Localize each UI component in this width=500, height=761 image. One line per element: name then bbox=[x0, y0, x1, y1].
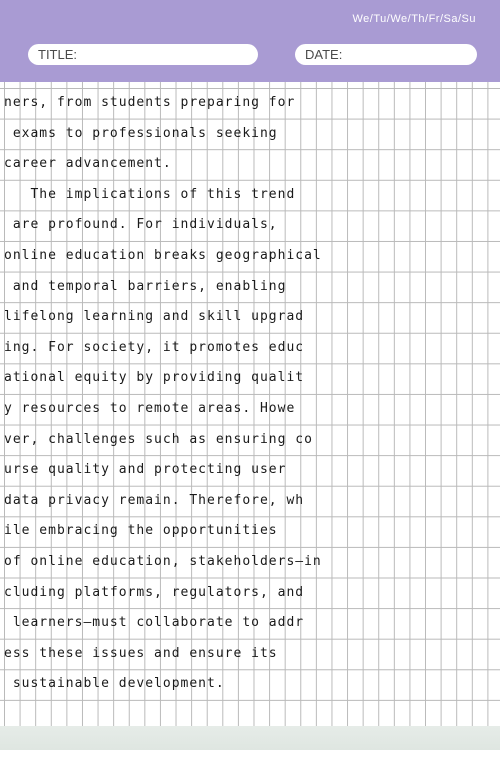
text-line: and temporal barriers, enabling bbox=[4, 278, 287, 294]
text-line: exams to professionals seeking bbox=[4, 125, 278, 141]
text-line: ess these issues and ensure its bbox=[4, 645, 278, 661]
text-line: online education breaks geographical bbox=[4, 247, 322, 263]
text-line: ing. For society, it promotes educ bbox=[4, 339, 305, 355]
text-line: ners, from students preparing for bbox=[4, 95, 296, 110]
text-line: y resources to remote areas. Howe bbox=[4, 400, 296, 416]
title-field[interactable] bbox=[28, 44, 258, 65]
text-line: ile embracing the opportunities bbox=[4, 523, 278, 539]
text-line: cluding platforms, regulators, and bbox=[4, 584, 305, 600]
text-line: ational equity by providing qualit bbox=[4, 370, 305, 386]
date-label: DATE: bbox=[305, 47, 343, 62]
title-label: TITLE: bbox=[38, 47, 78, 62]
date-field[interactable] bbox=[295, 44, 477, 65]
handwritten-text bbox=[0, 82, 500, 755]
text-line: The implications of this trend bbox=[4, 186, 296, 202]
text-line: of online education, stakeholders—in bbox=[4, 553, 322, 569]
text-line: are profound. For individuals, bbox=[4, 217, 278, 233]
page-footer-band bbox=[0, 726, 500, 750]
text-line: sustainable development. bbox=[4, 676, 225, 692]
notebook-header bbox=[0, 0, 500, 82]
text-line: lifelong learning and skill upgrad bbox=[4, 309, 305, 325]
text-line: urse quality and protecting user bbox=[4, 462, 287, 478]
text-line: career advancement. bbox=[4, 156, 172, 172]
weekday-selector: We/Tu/We/Th/Fr/Sa/Su bbox=[352, 13, 476, 25]
text-line: data privacy remain. Therefore, wh bbox=[4, 492, 305, 508]
text-line: ver, challenges such as ensuring co bbox=[4, 431, 313, 447]
text-line: learners—must collaborate to addr bbox=[4, 615, 305, 631]
